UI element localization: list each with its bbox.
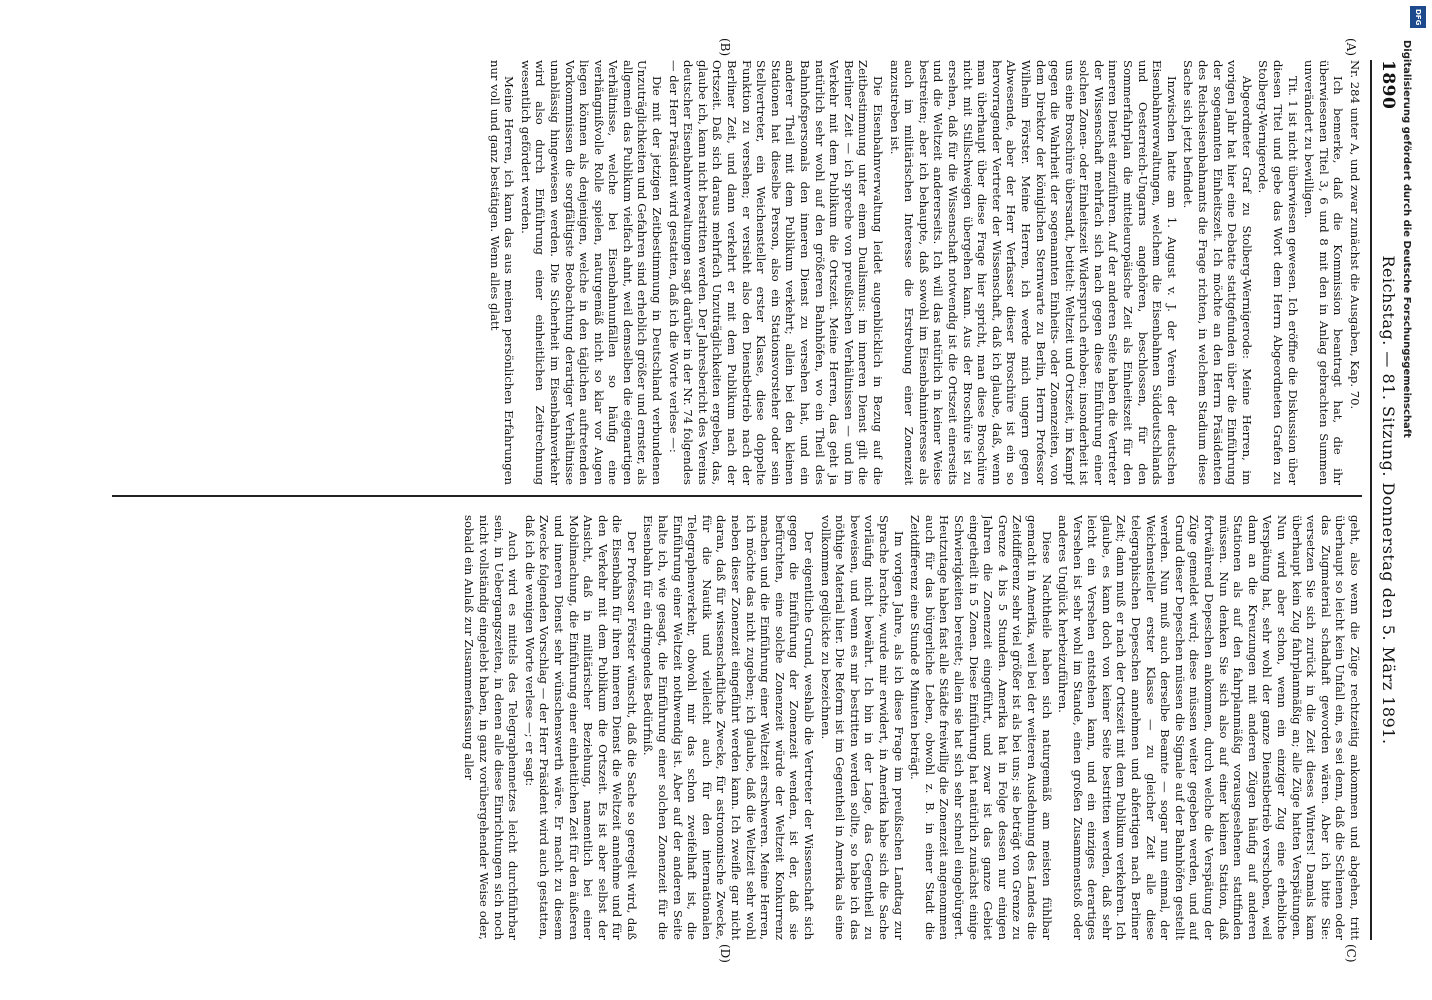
right-column — [112, 515, 1362, 940]
paragraph: geht, also wenn die Züge rechtzeitig ankommen und abgehen, tritt überhaupt so leicht kein Unfall ein, es sei denn, daß die Schienen oder das Zugmaterial schadhaft geworden wären. Aber ich bitte Sie: versetzen Sie sich zurück in die Zeit dieses Winters! Damals kam überhaupt kein Zug fahrplanmäßig an; alle Züge hatten Verspätungen. Nun wird aber schon, wenn ein einziger Zug eine erhebliche Verspätung hat, sehr wohl der ganze Dienstbetrieb verschoben, weil dann an die Kreuzungen mit anderen Zügen häufig auf anderen Stationen als auf den fahrplanmäßig vorausgesehenen stattfinden müssen. Nun denken Sie sich also auf einer kleinen Station, daß fortwährend Depeschen ankommen, durch welche die Verspätung der Züge gemeldet wird; diese müssen weiter gegeben werden, und auf Grund dieser Depeschen müssen die Signale auf der Bahnhöfen gestellt werden. Nun muß auch derselbe Beamte — sogar nun einmal, der Weichensteller erster Klasse — zu gleicher Zeit alle diese telegraphischen Depeschen annehmen und abfertigen nach Berliner Zeit; dann muß er nach der Ortszeit mit dem Publikum verkehren. Ich glaube, es kann doch von keiner Seite bestritten werden, daß sehr leicht ein Versehen entstehen kann, und ein einziges derartiges Versehen ist sehr wohl im Stande, einen großen Zusammenstoß oder anderes Unglück herbeizuführen. — [1056, 515, 1362, 940]
dfg-logo: DFG — [1410, 6, 1426, 28]
paragraph: Der Professor Förster wünscht, daß die Sache so geregelt wird, daß die Eisenbahn für ihren inneren Dienst die Weltzeit annehme und für den Verkehr mit dem Publikum die Ortszeit. Es ist aber selbst der Ansicht, daß in militärischer Beziehung, namentlich bei einer Mobilmachung, die Einführung einer einheitlichen Zeit für den äußeren und inneren Dienst sehr wünschenswerth wäre. Er macht zu diesem Zwecke folgenden Vorschlag — der Herr Präsident wird auch gestatten, daß ich die wenigen Worte verlese —; er sagt: — [522, 515, 639, 940]
paragraph: Im vorigen Jahre, als ich diese Frage im preußischen Landtag zur Sprache brachte, wurde mir erwidert, in Amerika habe sich die Sache vorläufig nicht bewährt. Ich bin in der Lage, das Gegentheil zu beweisen, und wenn es mir bestritten werden sollte, so habe ich das nöthige Material hier. Die Reform ist im Gegentheil in Amerika als eine vollkommen geglückte zu bezeichnen. — [818, 515, 906, 940]
paragraph: Tit. 1 ist nicht überwiesen gewesen. Ich eröffne die Diskussion über diesen Titel und gebe das Wort dem Herrn Abgeordneten Grafen zu Stolberg-Wernigerode. — [1256, 60, 1300, 485]
quoted-paragraph: Die mit der jetzigen Zeitbestimmung in Deutschland verbundenen Unzuträglichkeiten und Gefahren sind erheblich größer und ernster, als allgemein das Publikum vielfach ahnt, weil demselben die eigenartigen Verhältnisse, welche bei Eisenbahnunfällen so häufig eine verhängnißvolle Rolle spielen, naturgemäß nicht so klar vor Augen liegen können als denjenigen, welche in den täglichen auftretenden Vorkommnissen die sorgfältigste Beobachtung derartiger Verhältnisse unablässig hingewiesen werden. Die Sicherheit im Eisenbahnverkehr wird also durch Einführung einer einheitlichen Zeitrechnung wesentlich gefördert werden. — [518, 60, 665, 485]
paragraph: Der eigentliche Grund, weshalb die Vertreter der Wissenschaft sich gegen die Einführung der Zonenzeit wenden, ist der, daß sie befürchten, eine solche Zonenzeit würde der Weltzeit Konkurrenz machen und die Einführung einer Weltzeit erschweren. Meine Herren, ich möchte das nicht zugeben; ich glaube, daß die Weltzeit sehr wohl neben dieser Zonenzeit eingeführt werden kann. Ich zweifle gar nicht daran, daß für wissenschaftliche Zwecke, für astronomische Zwecke, für die Nautik und vielleicht auch für den internationalen Telegraphenverkehr, obwohl mir das schon zweifelhaft ist, die Einführung einer Weltzeit nothwendig ist. Aber auf der anderen Seite halte ich, wie gesagt, die Einführung einer solchen Zonenzeit für die Eisenbahn für ein dringendes Bedürfniß. — [641, 515, 817, 940]
paragraph: Die Eisenbahnverwaltung leidet augenblicklich in Bezug auf die Zeitbestimmung unter einem Dualismus: im inneren Dienst gilt die Berliner Zeit — ich spreche von preußischen Verhältnissen — und im Verkehr mit dem Publikum die Ortszeit. Meine Herren, das geht ja natürlich sehr wohl auf den größeren Bahnhöfen, wo ein Theil des Bahnhofspersonals den inneren Dienst zu versehen hat, und ein anderer Theil mit dem Publikum verkehrt; allein bei den kleinen Stationen hat dieselbe Person, also ein Stationsvorsteher oder sein Stellvertreter, ein Weichensteller erster Klasse, diese doppelte Funktion zu versehen; er versieht also den Dienstbetrieb nach der Berliner Zeit, und dann verkehrt er mit dem Publikum nach der Ortszeit. Daß sich daraus mehrfach Unzuträglichkeiten ergeben, das, glaube ich, kann nicht bestritten werden. Der Jahresbericht des Vereins deutscher Eisenbahnverwaltungen sagt darüber in der Nr. 74 folgendes — der Herr Präsident wird gestatten, daß ich die Worte verlese —: — [666, 60, 885, 485]
left-column — [112, 60, 1362, 485]
paragraph: Nr. 284 unter A, und zwar zunächst die Ausgaben, Kap. 70. — [1348, 60, 1362, 410]
paragraph: Abgeordneter Graf zu Stolberg-Wernigerode: Meine Herren, im vorigen Jahr hat hier eine Debatte stattgefunden über die Einführung der sogenannten Einheitszeit. Ich möchte an den Herrn Präsidenten des Reichseisenbahnamts die Frage richten, in welchem Stadium diese Sache sich jetzt befindet. — [1181, 60, 1254, 485]
margin-marker-a: (A) — [1344, 38, 1358, 57]
page-number: 1890 — [1378, 60, 1398, 110]
running-title: Reichstag. — 81. Sitzung. Donnerstag den 5. März 1891. — [1379, 255, 1398, 745]
paragraph: Diese Nachtheile haben sich naturgemäß am meisten fühlbar gemacht in Amerika, weil bei der weiteren Ausdehnung des Landes die Zeitdifferenz sehr viel größer ist als bei uns; sie beträgt von Grenze zu Grenze 4 bis 5 Stunden. Amerika hat in Folge dessen nur einigen Jahren die Zonenzeit eingeführt, und zwar ist das ganze Gebiet eingetheilt in 5 Zonen. Diese Einführung hat natürlich zunächst einige Schwierigkeiten bereitet; allein sie hat sich sehr schnell eingebürgert. Heutzutage haben fast alle Städte freiwillig die Zonenzeit angenommen auch für das bürgerliche Leben, obwohl z. B. in einer Stadt die Zeitdifferenz eine Stunde 8 Minuten beträgt. — [908, 515, 1054, 940]
paragraph: Ich bemerke, daß die Kommission beantragt hat, die ihr überwiesenen Titel 3, 6 und 8 mit den in Anlag gebrachten Summen unverändert zu bewilligen. — [1302, 60, 1346, 485]
digitization-credit — [1401, 0, 1432, 1000]
margin-marker-b: (B) — [718, 38, 732, 57]
margin-marker-d: (D) — [718, 944, 732, 963]
quoted-paragraph: Auch wird es mittels des Telegraphennetzes leicht durchführbar sein, in Uebergangszeiten, in denen alle diese Einrichtungen sich noch nicht vollständig eingelebt haben, in ganz vorübergehender Weise oder, sobald ein Anlaß zur Zusammenfassung aller — [462, 515, 521, 940]
margin-marker-c: (C) — [1344, 944, 1358, 963]
column-divider — [112, 495, 1362, 497]
credit-text: Digitalisierung gefördert durch die Deutsche Forschungsgemeinschaft — [1401, 40, 1412, 438]
paragraph: Meine Herren, ich kann das aus meinen persönlichen Erfahrungen nur voll und ganz bestätigen. Wenn alles glatt — [487, 60, 517, 485]
header-rule — [1370, 60, 1372, 940]
paragraph: Inzwischen hatte am 1. August v. J. der Verein der deutschen Eisenbahnverwaltungen, welchem die Eisenbahnen Süddeutschlands und Oesterreich-Ungarns angehören, beschlossen, für den Sommerfahrplan die mitteleuropäische Zeit als Einheitszeit für den inneren Dienst einzuführen. Auf der anderen Seite haben die Vertreter der Wissenschaft mehrfach sich nach gegen diese Einführung einer solchen Zonen- oder Einheitszeit Widerspruch erhoben; insonderheit ist uns eine Broschüre übersandt, betitelt: Weltzeit und Ortszeit, im Kampf gegen die Wahrheit der sogenannten Einheits- oder Zonenzeiten, von dem Direktor der königlichen Sternwarte zu Berlin, Herrn Professor Wilhelm Förster. Meine Herren, ich werde mich ungern gegen Abwesende, aber der Herr Verfasser dieser Broschüre ist ein so hervorragender Vertreter der Wissenschaft, daß ich glaube, daß, wenn man überhaupt über diese Frage hier spricht, man diese Broschüre nicht mit Stillschweigen übergehen kann. Aus der Broschüre ist zu ersehen, daß für die Wissenschaft notwendig ist die Ortszeit einerseits und die Weltzeit andererseits. Ich will das natürlich in keiner Weise bestreiten; aber ich behaupte, daß sowohl im Eisenbahninteresse als auch im militärischen Interesse die Erstrebung einer Zonenzeit anzustreben ist. — [887, 60, 1179, 485]
